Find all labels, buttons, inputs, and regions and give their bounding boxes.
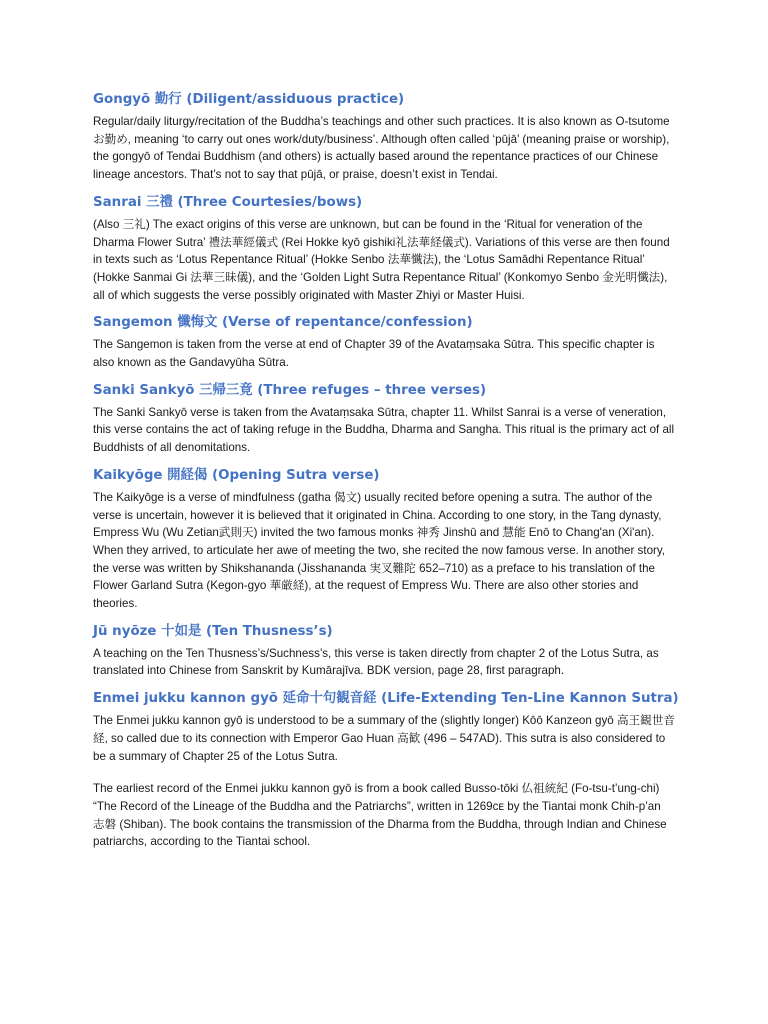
- section-paragraph: The Kaikyōge is a verse of mindfulness (gatha 偈文) usually recited before opening a sutra. The author of the verse is uncertain, however it is believed that it originated in China. According to one story, in the Tang dynasty, Empress Wu (Wu Zetian武則天) invited the two famous monks 神秀 Jinshū and 慧能 Enō to Chang'an (Xi'an). When they arrived, to articulate her awe of meeting the two, she recited the now famous verse. In another story, the verse was written by Shikshananda (Jisshananda 実叉難陀 652–710) as a preface to his translation of the Flower Garland Sutra (Kegon-gyo 華厳経), at the request of Empress Wu. There are also other stories and theories.: [93, 490, 666, 611]
- section-kaikyoge: [93, 466, 675, 613]
- section-paragraph: The Sanki Sankyō verse is taken from the Avataṃsaka Sūtra, chapter 11. Whilst Sanrai is a verse of veneration, this verse contains the act of taking refuge in the Buddha, Dharma and Sangha. This ritual is the primary act of all Buddhists of all denomitations.: [93, 405, 675, 455]
- section-paragraph: Regular/daily liturgy/recitation of the Buddha’s teachings and other such practices. It is also known as O-tsutome お勤め, meaning ‘to carry out ones work/duty/business’. Although often called ‘pūjā’ (meaning praise or worship), the gongyō of Tendai Buddhism (and others) is actually based around the repentance practices of our Chinese lineage ancestors. That’s not to say that pūjā, or praise, doesn’t exist in Tendai.: [93, 115, 670, 182]
- section-paragraph: The Enmei jukku kannon gyō is understood to be a summary of the (slightly longer) Kōō Kanzeon gyō 高王観世音経, so called due to its connection with Emperor Gao Huan 高歓 (496 – 547AD). This sutra is also considered to be a summary of Chapter 25 of the Lotus Sutra.: [93, 714, 675, 763]
- section-gongyo: [93, 90, 675, 184]
- section-heading: Sangemon 懺悔文 (Verse of repentance/confession): [93, 315, 473, 331]
- section-heading: Jū nyōze 十如是 (Ten Thusness’s): [93, 623, 333, 639]
- section-heading: Sanki Sankyō 三帰三竟 (Three refuges – three verses): [93, 382, 487, 398]
- document-page: [93, 90, 679, 851]
- section-heading: Gongyō 勤行 (Diligent/assiduous practice): [93, 92, 405, 107]
- section-sanki-sankyo: [93, 381, 675, 457]
- section-ju-nyoze: [93, 622, 675, 680]
- section-paragraph: The earliest record of the Enmei jukku kannon gyō is from a book called Busso-tōki 仏祖統紀 (Fo-tsu-t’ung-chi) “The Record of the Lineage of the Buddha and the Patriarchs”, written in 1269ᴄᴇ by the Tiantai monk Chih-p’an 志磐 (Shiban). The book contains the transmission of the Dharma from the Buddha, through Indian and Chinese patriarchs, according to the Tiantai school.: [93, 782, 667, 849]
- section-heading: Enmei jukku kannon gyō 延命十句観音経 (Life-Extending Ten-Line Kannon Sutra): [93, 691, 679, 707]
- section-heading: Sanrai 三禮 (Three Courtesies/bows): [93, 194, 363, 210]
- section-enmei-jukku-kannon-gyo: [93, 689, 679, 851]
- section-paragraph: A teaching on the Ten Thusness’s/Suchness’s, this verse is taken directly from chapter 2 of the Lotus Sutra, as translated into Chinese from Sanskrit by Kumārajīva. BDK version, page 28, first paragraph.: [93, 646, 659, 678]
- section-heading: Kaikyōge 開経偈 (Opening Sutra verse): [93, 467, 380, 483]
- section-paragraph: (Also 三礼) The exact origins of this verse are unknown, but can be found in the ‘Ritual for veneration of the Dharma Flower Sutra’ 禮法華經儀式 (Rei Hokke kyō gishiki礼法華経儀式). Variations of this verse are then found in texts such as ‘Lotus Repentance Ritual’ (Hokke Senbo 法華懺法), the ‘Lotus Samādhi Repentance Ritual’ (Hokke Sanmai Gi 法華三昧儀), and the ‘Golden Light Sutra Repentance Ritual’ (Konkomyo Senbo 金光明懺法), all of which suggests the verse possibly originated with Master Zhiyi or Master Huisi.: [93, 217, 670, 302]
- section-sangemon: [93, 313, 675, 371]
- section-sanrai: [93, 193, 675, 305]
- section-paragraph: The Sangemon is taken from the verse at end of Chapter 39 of the Avataṃsaka Sūtra. This specific chapter is also known as the Gandavyūha Sūtra.: [93, 338, 655, 370]
